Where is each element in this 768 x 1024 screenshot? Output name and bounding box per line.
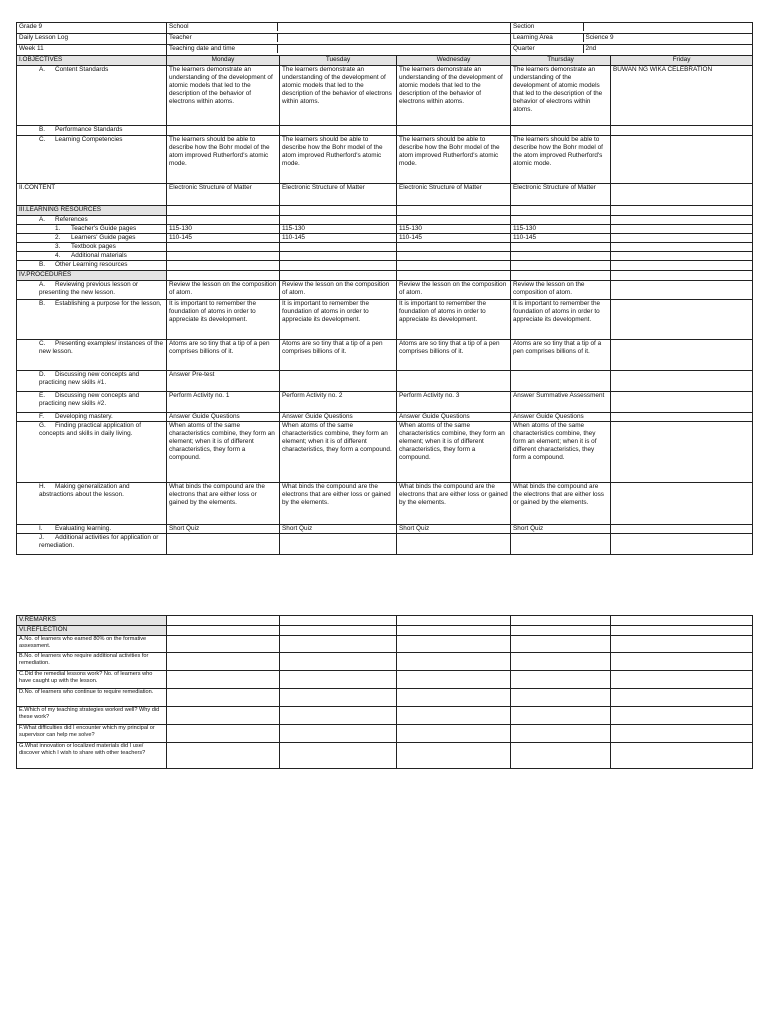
log-title: Daily Lesson Log [17,34,167,45]
cell-thursday: Review the lesson on the composition of atom. [511,281,611,300]
quarter-value: 2nd [585,45,597,52]
quarter-label: Quarter [511,45,583,53]
day-thursday: Thursday [511,56,611,66]
cell-monday: Atoms are so tiny that a tip of a pen comprises billions of it. [167,340,280,371]
objectives-heading: I.OBJECTIVES [17,56,167,66]
table-row: C. Presenting examples/ instances of the new lesson. Atoms are so tiny that a tip of a pen comprises billions of it. Atoms are so tiny that a tip of a pen comprises billions of it. Atoms are so tiny that a tip of a pen comprises billions of it. Atoms are so tiny that a tip of a pen comprises billions of it. [17,340,753,371]
row-label: Performance Standards [55,126,123,133]
table-row [17,653,753,671]
cell-thursday: Electronic Structure of Matter [511,184,611,206]
cell-thursday: Answer Guide Questions [511,413,611,422]
table-row: A. Reviewing previous lesson or presenting the new lesson. Review the lesson on the composition of atom. Review the lesson on the composition of atom. Review the lesson on the composition of atom. Review the lesson on the composition of atom. [17,281,753,300]
day-friday: Friday [611,56,753,66]
resources-heading: III.LEARNING RESOURCES [17,206,167,216]
row-label: Developing mastery. [55,413,113,420]
table-row: 4. Additional materials [17,252,753,261]
cell-thursday: It is important to remember the foundation of atoms in order to appreciate its development. [511,300,611,340]
cell-wednesday: Atoms are so tiny that a tip of a pen comprises billions of it. [397,340,511,371]
teacher-label: Teacher [167,34,277,42]
row-label: Other Learning resources [55,261,128,268]
table-row [17,743,753,769]
cell-wednesday: What binds the compound are the electrons that are either loss or gained by the elements. [397,483,511,525]
table-row: 3. Textbook pages [17,243,753,252]
row-label: Discussing new concepts and practicing new skills #1. [39,371,140,386]
cell-monday: When atoms of the same characteristics combine, they form an element; when it is of different characteristics, they form a compound. [167,422,280,483]
row-label: Additional materials [71,252,127,259]
cell-wednesday: 110-145 [397,234,511,243]
remarks-reflection-table [16,615,753,769]
row-label: C.Did the remedial lessons work? No. of learners who have caught up with the lesson. [17,671,167,689]
cell-friday: BUWAN NG WIKA CELEBRATION [611,66,753,126]
row-label: Content Standards [55,66,109,73]
day-monday: Monday [167,56,280,66]
daily-lesson-log-table [16,22,753,555]
table-row [17,636,753,653]
table-row: J. Additional activities for application or remediation. [17,534,753,555]
learning-area-value: Science 9 [585,34,614,41]
grade-label: Grade 9 [17,23,167,34]
row-label: D.No. of learners who continue to require remediation. [17,689,167,707]
cell-thursday: Atoms are so tiny that a tip of a pen comprises billions of it. [511,340,611,371]
teacher-value [277,34,510,42]
cell-wednesday: The learners should be able to describe how the Bohr model of the atom improved Rutherford's atomic mode. [397,136,511,184]
table-row: F. Developing mastery. Answer Guide Questions Answer Guide Questions Answer Guide Questions Answer Guide Questions [17,413,753,422]
cell-thursday: 110-145 [511,234,611,243]
table-row: G. Finding practical application of concepts and skills in daily living. When atoms of the same characteristics combine, they form an element; when it is of different characteristics, they form a compound. When atoms of the same characteristics combine, they form an element; when it is of different characteristics, they form a compound. When atoms of the same characteristics combine, they form an element; when it is of different characteristics, they form a compound. When atoms of the same characteristics combine, they form an element; when it is of different characteristics, they form a compound. [17,422,753,483]
table-row [17,725,753,743]
cell-tuesday: 115-130 [280,225,397,234]
date-label: Teaching date and time [167,45,277,53]
cell-monday: 110-145 [167,234,280,243]
cell-tuesday: It is important to remember the foundation of atoms in order to appreciate its development. [280,300,397,340]
cell-wednesday: Answer Guide Questions [397,413,511,422]
cell-monday: Perform Activity no. 1 [167,392,280,413]
row-label: Additional activities for application or remediation. [39,534,159,549]
cell-tuesday: When atoms of the same characteristics combine, they form an element; when it is of different characteristics, they form a compound. [280,422,397,483]
cell-tuesday: Answer Guide Questions [280,413,397,422]
week-label: Week 11 [17,45,167,56]
cell-wednesday: Perform Activity no. 3 [397,392,511,413]
row-label: Reviewing previous lesson or presenting the new lesson. [39,281,139,296]
cell-tuesday: 110-145 [280,234,397,243]
table-row: E. Discussing new concepts and practicing new skills #2. Perform Activity no. 1 Perform Activity no. 2 Perform Activity no. 3 Answer Summative Assessment [17,392,753,413]
cell-monday: Short Quiz [167,525,280,534]
cell-tuesday: Short Quiz [280,525,397,534]
section-value [583,23,752,31]
row-label: Learners' Guide pages [71,234,136,241]
cell-monday: Answer Pre-test [167,371,280,392]
remarks-heading: V.REMARKS [17,616,167,626]
table-row [17,184,753,206]
cell-tuesday: Atoms are so tiny that a tip of a pen comprises billions of it. [280,340,397,371]
cell-thursday: 115-130 [511,225,611,234]
row-label: Evaluating learning. [55,525,112,532]
table-row: 1. Teacher's Guide pages 115-130 115-130 115-130 115-130 [17,225,753,234]
row-label: Textbook pages [71,243,116,250]
cell-tuesday: Electronic Structure of Matter [280,184,397,206]
cell-wednesday: The learners demonstrate an understanding of the development of atomic models that led to the description of the behavior of electrons within atoms. [397,66,511,126]
table-row [17,689,753,707]
row-label: Learning Competencies [55,136,123,143]
table-row: A. Content Standards The learners demonstrate an understanding of the development of atomic models that led to the description of the behavior of electrons within atoms. The learners demonstrate an understanding of the development of atomic models that led to the description of the behavior of electrons within atoms. The learners demonstrate an understanding of the development of atomic models that led to the description of the behavior of electrons within atoms. The learners demonstrate an understanding of the development of atomic models that led to the description of the behavior of electrons within atoms. BUWAN NG WIKA CELEBRATION [17,66,753,126]
row-label: Making generalization and abstractions about the lesson. [39,483,130,498]
cell-tuesday: What binds the compound are the electrons that are either loss or gained by the elements. [280,483,397,525]
row-label: Teacher's Guide pages [71,225,137,232]
row-label: Establishing a purpose for the lesson, [55,300,162,307]
school-value [277,23,510,31]
cell-monday: The learners should be able to describe how the Bohr model of the atom improved Rutherford's atomic mode. [167,136,280,184]
cell-monday: 115-130 [167,225,280,234]
day-wednesday: Wednesday [397,56,511,66]
row-label: Presenting examples/ instances of the new lesson. [39,340,163,355]
cell-monday: The learners demonstrate an understanding of the development of atomic models that led to the description of the behavior of electrons within atoms. [167,66,280,126]
cell-tuesday: Perform Activity no. 2 [280,392,397,413]
cell-thursday: When atoms of the same characteristics combine, they form an element; when it is of different characteristics, they form a compound. [511,422,611,483]
learning-area-label: Learning Area [511,34,583,42]
reflection-heading: VI.REFLECTION [17,626,167,636]
cell-wednesday: Electronic Structure of Matter [397,184,511,206]
cell-wednesday: Review the lesson on the composition of atom. [397,281,511,300]
cell-thursday: Answer Summative Assessment [511,392,611,413]
cell-monday: Review the lesson on the composition of atom. [167,281,280,300]
cell-monday: What binds the compound are the electrons that are either loss or gained by the elements. [167,483,280,525]
content-heading: II.CONTENT [17,184,167,206]
cell-tuesday: Review the lesson on the composition of atom. [280,281,397,300]
cell-tuesday: The learners should be able to describe how the Bohr model of the atom improved Rutherford's atomic mode. [280,136,397,184]
cell-wednesday: It is important to remember the foundation of atoms in order to appreciate its development. [397,300,511,340]
row-label: E.Which of my teaching strategies worked well? Why did these work? [17,707,167,725]
procedures-heading: IV.PROCEDURES [17,271,167,281]
cell-monday: Electronic Structure of Matter [167,184,280,206]
row-label: Discussing new concepts and practicing new skills #2. [39,392,140,407]
cell-tuesday: The learners demonstrate an understanding of the development of atomic models that led to the description of the behavior of electrons within atoms. [280,66,397,126]
cell-wednesday: When atoms of the same characteristics combine, they form an element; when it is of different characteristics, they form a compound. [397,422,511,483]
row-label: B.No. of learners who require additional activities for remediation. [17,653,167,671]
row-label: A.No. of learners who earned 80% on the formative assessment. [17,636,167,653]
cell-wednesday: 115-130 [397,225,511,234]
cell-monday: Answer Guide Questions [167,413,280,422]
day-tuesday: Tuesday [280,56,397,66]
table-row [17,707,753,725]
section-label: Section [511,23,583,31]
table-row: H. Making generalization and abstractions about the lesson. What binds the compound are the electrons that are either loss or gained by the elements. What binds the compound are the electrons that are either loss or gained by the elements. What binds the compound are the electrons that are either loss or gained by the elements. What binds the compound are the electrons that are either loss or gained by the elements. [17,483,753,525]
cell-thursday: The learners demonstrate an understanding of the development of atomic models that led to the description of the behavior of electrons within atoms. [511,66,611,126]
table-row: A. References [17,216,753,225]
table-row: I. Evaluating learning. Short Quiz Short Quiz Short Quiz Short Quiz [17,525,753,534]
date-value [277,45,510,53]
table-row: B. Performance Standards [17,126,753,136]
row-label: F.What difficulties did I encounter which my principal or supervisor can help me solve? [17,725,167,743]
table-row: 2. Learners' Guide pages 110-145 110-145 110-145 110-145 [17,234,753,243]
table-row: B. Establishing a purpose for the lesson, It is important to remember the foundation of atoms in order to appreciate its development. It is important to remember the foundation of atoms in order to appreciate its development. It is important to remember the foundation of atoms in order to appreciate its development. It is important to remember the foundation of atoms in order to appreciate its development. [17,300,753,340]
row-label: Finding practical application of concepts and skills in daily living. [39,422,141,437]
table-row: D. Discussing new concepts and practicing new skills #1. Answer Pre-test [17,371,753,392]
table-row [17,671,753,689]
table-row: C. Learning Competencies The learners should be able to describe how the Bohr model of the atom improved Rutherford's atomic mode. The learners should be able to describe how the Bohr model of the atom improved Rutherford's atomic mode. The learners should be able to describe how the Bohr model of the atom improved Rutherford's atomic mode. The learners should be able to describe how the Bohr model of the atom improved Rutherford's atomic mode. [17,136,753,184]
cell-thursday: What binds the compound are the electrons that are either loss or gained by the elements. [511,483,611,525]
cell-thursday: The learners should be able to describe how the Bohr model of the atom improved Rutherford's atomic mode. [511,136,611,184]
cell-monday: It is important to remember the foundation of atoms in order to appreciate its development. [167,300,280,340]
cell-thursday: Short Quiz [511,525,611,534]
table-row: B. Other Learning resources [17,261,753,271]
row-label: G.What innovation or localized materials did I use/ discover which I wish to share with other teachers? [17,743,167,769]
cell-wednesday: Short Quiz [397,525,511,534]
school-label: School [167,23,277,31]
row-label: References [55,216,88,223]
